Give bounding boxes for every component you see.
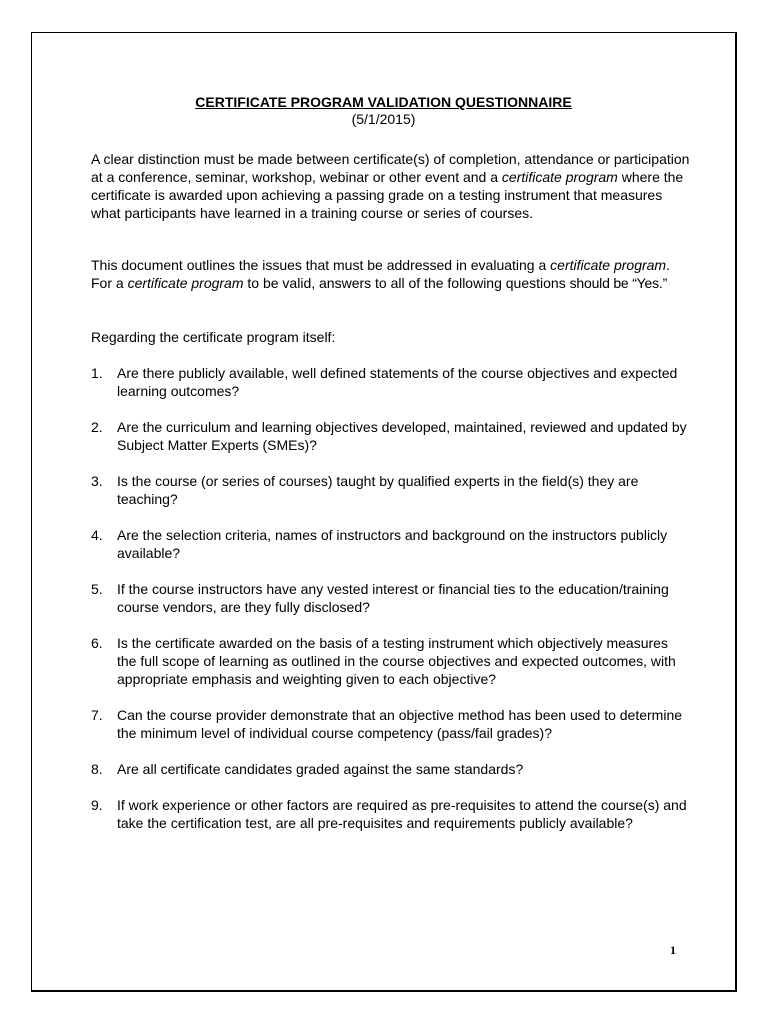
item-number: 5. <box>91 581 103 597</box>
outline-text-a: This document outlines the issues that must be addressed in evaluating a <box>91 257 551 273</box>
outline-text-b: . For a <box>91 257 670 291</box>
list-item <box>91 760 691 778</box>
outline-text-d: should be “Yes.” <box>569 275 668 291</box>
list-item <box>91 706 691 742</box>
outline-emphasis-a: certificate program <box>550 257 667 273</box>
list-item <box>91 526 691 562</box>
item-text: Are all certificate candidates graded against the same standards? <box>117 761 524 777</box>
page-number: 1 <box>670 943 676 957</box>
list-item <box>91 418 691 454</box>
item-text: If work experience or other factors are required as pre-requisites to attend the course(s) and take the certification test, are all pre-requisites and requirements publicly available? <box>117 797 687 831</box>
item-text: Is the course (or series of courses) taught by qualified experts in the field(s) they are teaching? <box>117 473 639 507</box>
intro-emphasis: certificate program <box>501 169 618 185</box>
item-text: If the course instructors have any vested interest or financial ties to the education/training course vendors, are they fully disclosed? <box>117 581 669 615</box>
item-number: 6. <box>91 635 103 651</box>
item-number: 3. <box>91 473 103 489</box>
item-text: Is the certificate awarded on the basis of a testing instrument which objectively measures the full scope of learning as outlined in the course objectives and expected outcomes, with appropriate emphasis and weighting given to each objective? <box>117 635 676 687</box>
intro-text-tail: where the certificate is awarded upon achieving a passing grade on a testing instrument that measures what participants have learned in a training course or series of courses. <box>91 169 684 221</box>
item-number: 1. <box>91 365 103 381</box>
item-number: 7. <box>91 707 103 723</box>
outline-text-c: to be valid, answers to all of the following questions <box>243 275 570 291</box>
item-number: 8. <box>91 761 103 777</box>
list-item <box>91 796 691 832</box>
item-text: Are the selection criteria, names of instructors and background on the instructors publicly available? <box>117 527 668 561</box>
document-title: CERTIFICATE PROGRAM VALIDATION QUESTIONNAIRE <box>195 94 572 110</box>
item-number: 9. <box>91 797 103 813</box>
outline-paragraph <box>91 256 691 292</box>
regarding-line: Regarding the certificate program itself: <box>91 329 336 345</box>
item-text: Are there publicly available, well defined statements of the course objectives and expected learning outcomes? <box>117 365 678 399</box>
questions-list <box>91 364 691 850</box>
item-number: 4. <box>91 527 103 543</box>
list-item <box>91 472 691 508</box>
item-number: 2. <box>91 419 103 435</box>
list-item <box>91 364 691 400</box>
list-item <box>91 580 691 616</box>
list-item <box>91 634 691 688</box>
document-date: (5/1/2015) <box>351 111 416 127</box>
item-text: Are the curriculum and learning objectives developed, maintained, reviewed and updated by Subject Matter Experts (SMEs)? <box>117 419 687 453</box>
intro-text: A clear distinction must be made between certificate(s) of completion, attendance or participation at a conference, seminar, workshop, webinar or other event and a <box>91 151 690 185</box>
document-page <box>31 32 737 992</box>
outline-emphasis-b: certificate program <box>127 275 244 291</box>
item-text: Can the course provider demonstrate that an objective method has been used to determine the minimum level of individual course competency (pass/fail grades)? <box>117 707 683 741</box>
intro-paragraph <box>91 150 691 222</box>
